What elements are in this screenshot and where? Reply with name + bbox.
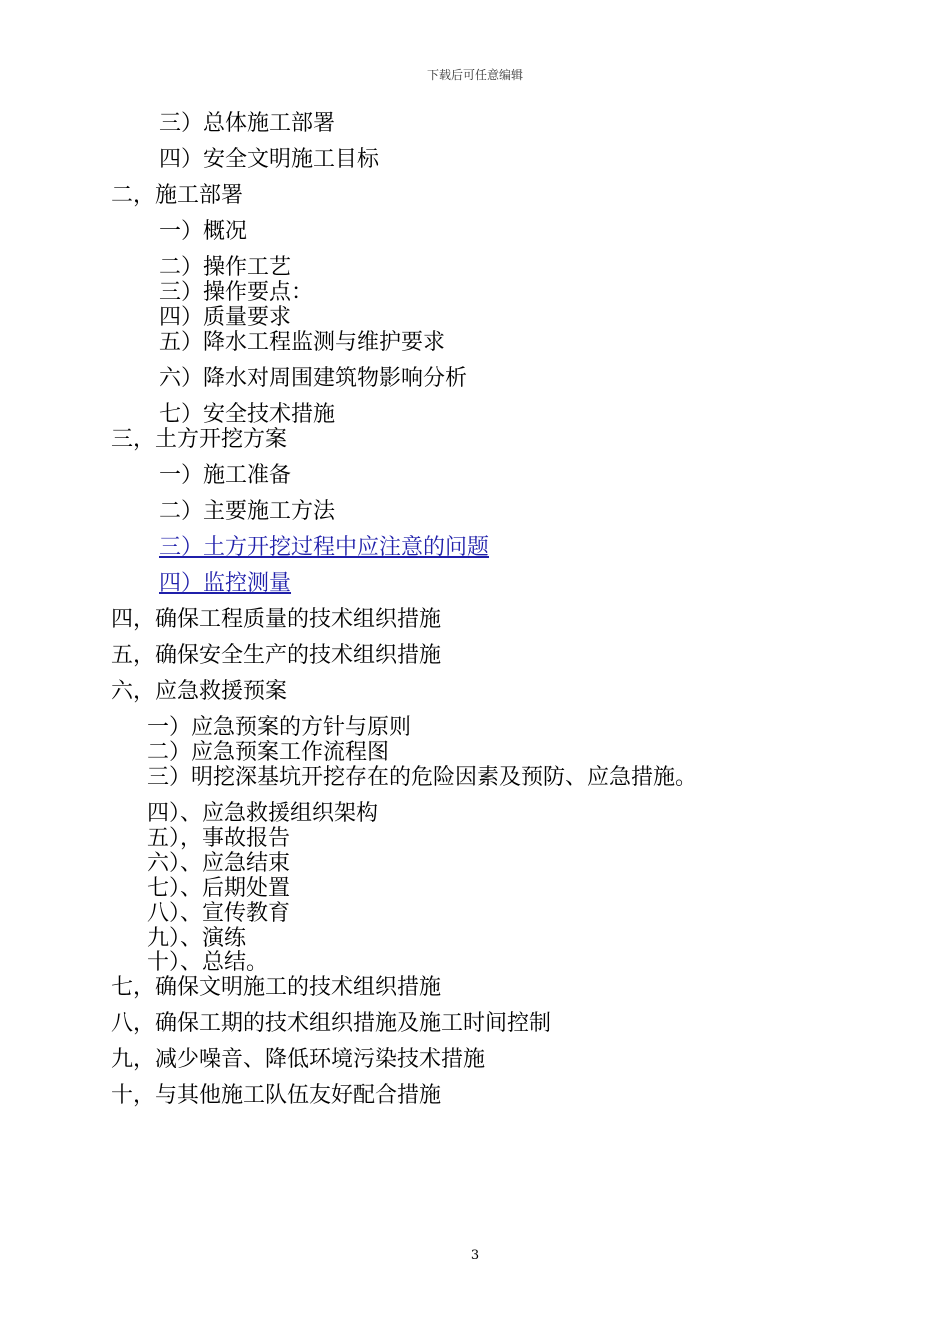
toc-section-9: 九，减少噪音、降低环境污染技术措施	[111, 1047, 486, 1072]
toc-item-6-2: 六）降水对周围建筑物影响分析	[159, 366, 468, 391]
toc-item-1-6: 一）应急预案的方针与原则	[147, 715, 412, 740]
toc-item-7-6: 七）、后期处置	[147, 876, 291, 901]
page-number: 3	[470, 1248, 480, 1263]
toc-item-5-2: 五）降水工程监测与维护要求	[159, 330, 446, 355]
toc-item-2-6: 二）应急预案工作流程图	[147, 740, 390, 765]
toc-item-5-6: 五），事故报告	[147, 826, 291, 851]
toc-item-4-1: 四）安全文明施工目标	[159, 147, 380, 172]
toc-section-8: 八，确保工期的技术组织措施及施工时间控制	[111, 1011, 552, 1036]
toc-item-1-2: 一）概况	[159, 219, 248, 244]
toc-section-4: 四，确保工程质量的技术组织措施	[111, 607, 442, 632]
toc-section-2: 二，施工部署	[111, 183, 244, 208]
toc-item-10-6: 十）、总结。	[147, 950, 269, 975]
toc-item-6-6: 六）、应急结束	[147, 851, 291, 876]
toc-section-10: 十，与其他施工队伍友好配合措施	[111, 1083, 442, 1108]
toc-item-1-3: 一）施工准备	[159, 463, 292, 488]
toc-item-2-3: 二）主要施工方法	[159, 499, 336, 524]
toc-item-4-2: 四）质量要求	[159, 305, 292, 330]
page-header-note: 下载后可任意编辑	[426, 68, 523, 82]
toc-section-7: 七，确保文明施工的技术组织措施	[111, 975, 442, 1000]
toc-item-9-6: 九）、演练	[147, 926, 247, 951]
toc-item-3-2: 三）操作要点：	[159, 280, 314, 305]
toc-item-4-6: 四）、应急救援组织架构	[147, 801, 379, 826]
toc-item-3-1: 三）总体施工部署	[159, 111, 336, 136]
toc-item-7-2: 七）安全技术措施	[159, 402, 336, 427]
toc-section-3: 三，土方开挖方案	[111, 427, 288, 452]
toc-link-4-3[interactable]: 四）监控测量	[159, 571, 292, 596]
toc-section-5: 五，确保安全生产的技术组织措施	[111, 643, 442, 668]
toc-item-3-6: 三）明挖深基坑开挖存在的危险因素及预防、应急措施。	[147, 765, 698, 790]
toc-link-3-3[interactable]: 三）土方开挖过程中应注意的问题	[159, 535, 490, 560]
toc-item-2-2: 二）操作工艺	[159, 255, 292, 280]
toc-section-6: 六，应急救援预案	[111, 679, 288, 704]
toc-item-8-6: 八）、宣传教育	[147, 901, 291, 926]
